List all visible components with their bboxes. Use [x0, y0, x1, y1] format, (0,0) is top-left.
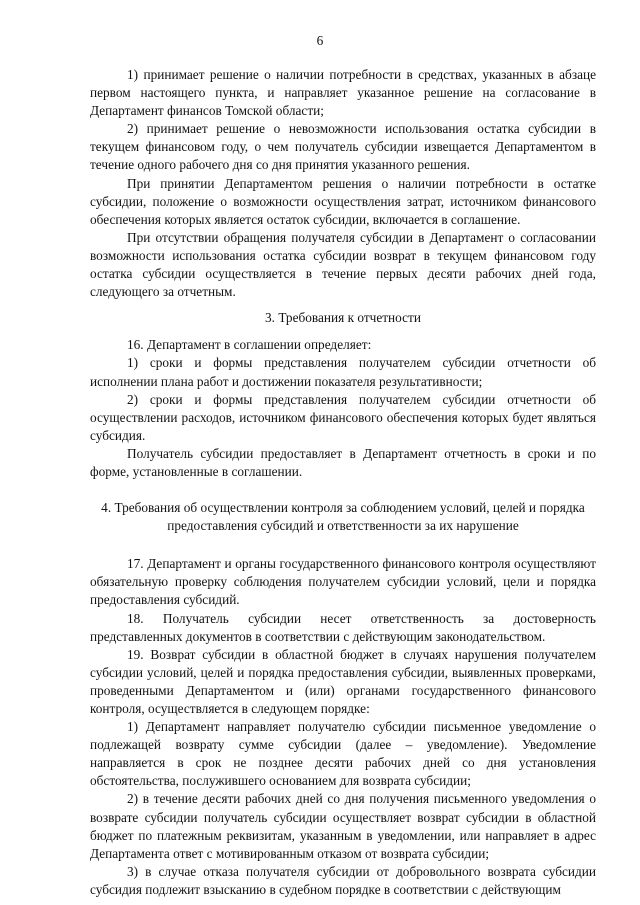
- paragraph: 17. Департамент и органы государственного финансового контроля осуществляют обязательную проверку соблюдения получателем субсидии условий, цели и порядка предоставления субсидий.: [90, 556, 596, 608]
- paragraph: 16. Департамент в соглашении определяет:: [127, 337, 372, 353]
- paragraph: 2) в течение десяти рабочих дней со дня получения письменного уведомления о возврате субсидии получатель субсидии осуществляет возврат субсидии в областной бюджет по платежным реквизитам, указанным в уведомлении, или направляет в адрес Департамента ответ с мотивированным отказом от возврата субсидии;: [90, 791, 596, 861]
- paragraph: 19. Возврат субсидии в областной бюджет в случаях нарушения получателем субсидии условий, целей и порядка предоставления субсидии, выявленных проверками, проведенными Департаментом и (или) органами государственного финансового контроля, осуществляется в следующем порядке:: [90, 646, 596, 716]
- paragraph: При принятии Департаментом решения о наличии потребности в остатке субсидии, положение о возможности осуществления затрат, источником финансового обеспечения которых является остаток субсидии, включается в соглашение.: [90, 175, 596, 227]
- section-4-heading: 4. Требования об осуществлении контроля за соблюдением условий, целей и порядка предоставления субсидий и ответственности за их нарушение: [101, 500, 585, 534]
- document-body: [90, 66, 596, 899]
- page-number: 6: [316, 33, 324, 48]
- paragraph: 2) сроки и формы представления получателем субсидии отчетности об осуществлении расходов, источником финансового обеспечения которых будет являться субсидия.: [90, 391, 596, 443]
- paragraph: 1) сроки и формы представления получателем субсидии отчетности об исполнении плана работ и достижении показателя результативности;: [90, 355, 596, 389]
- paragraph: 18. Получатель субсидии несет ответственность за достоверность представленных документов в соответствии с действующим законодательством.: [90, 610, 596, 644]
- paragraph: 1) принимает решение о наличии потребности в средствах, указанных в абзаце первом настоящего пункта, и направляет указанное решение на согласование в Департамент финансов Томской области;: [90, 67, 596, 119]
- section-3-heading: 3. Требования к отчетности: [265, 310, 421, 326]
- paragraph: 3) в случае отказа получателя субсидии от добровольного возврата субсидии субсидия подлежит взысканию в судебном порядке в соответствии с действующим: [90, 863, 596, 897]
- paragraph: При отсутствии обращения получателя субсидии в Департамент о согласовании возможности использования остатка субсидии возврат в текущем финансовом году остатка субсидии осуществляется в течение первых десяти рабочих дней года, следующего за отчетным.: [90, 229, 596, 300]
- paragraph: 1) Департамент направляет получателю субсидии письменное уведомление о подлежащей возврату сумме субсидии (далее – уведомление). Уведомление направляется в срок не позднее десяти рабочих дней со дня установления обстоятельства, послужившего основанием для возврата субсидии;: [90, 719, 596, 789]
- paragraph: 2) принимает решение о невозможности использования остатка субсидии в текущем финансовом году, о чем получатель субсидии извещается Департаментом в течение одного рабочего дня со дня принятия указанного решения.: [90, 121, 596, 173]
- paragraph: Получатель субсидии предоставляет в Департамент отчетность в сроки и по форме, установленные в соглашении.: [90, 445, 596, 479]
